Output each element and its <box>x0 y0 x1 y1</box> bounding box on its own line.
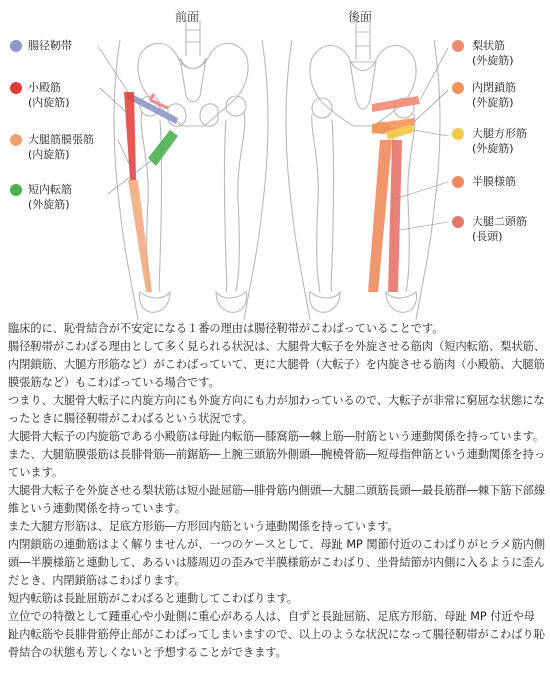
paragraph: 立位での特徴として踵重心や小趾側に重心がある人は、自ずと長趾屈筋、足底方形筋、母趾 MP 付近や母趾内転筋や長腓骨筋停止部がこわばってしまいますので、以上のような状況になって腸径靭帯がこわばり恥骨結合の状態も芳しくないと予想することができます。 <box>8 610 545 659</box>
legend-label-line: (外旋筋) <box>28 198 70 211</box>
back-sacrum <box>350 62 376 109</box>
legend-label-line: (内旋筋) <box>28 148 70 161</box>
front-view-title: 前面 <box>175 10 200 24</box>
front-pelvis <box>138 43 248 126</box>
back-spine <box>356 20 370 60</box>
back-outline-right <box>416 40 440 320</box>
leader-line <box>420 48 448 100</box>
paragraph: 大腿骨大転子を外旋させる梨状筋は短小趾屈筋―腓骨筋内側頭―大腿二頭筋長頭―最長筋群―棘下筋下部線維という連動関係を持っています。 <box>8 484 546 515</box>
back-view-title: 後面 <box>348 10 373 24</box>
legend-label <box>28 38 72 53</box>
front-sacrum <box>180 58 206 102</box>
legend-label <box>472 214 527 244</box>
legend-label <box>472 38 514 68</box>
front-femoral-head-right <box>226 96 246 116</box>
back-outline-left <box>286 40 310 320</box>
legend-label-line: 腸径靭帯 <box>28 39 72 52</box>
legend-label-line: 小殿筋 <box>28 81 61 94</box>
gluteus-minimus-muscle <box>124 92 136 180</box>
dot-icon <box>10 82 22 94</box>
dot-icon <box>452 40 464 52</box>
dot-icon <box>10 40 22 52</box>
front-knee-left <box>139 292 170 312</box>
paragraph: 大腿骨大転子の内旋筋である小殿筋は母趾内転筋―膝窩筋―棘上筋―肘筋という連動関係を持っています。また、大腿筋膜張筋は長腓骨筋―前鋸筋―上腕三頭筋外側頭―腕橈骨筋―短母指伸筋という連動関係を持っています。 <box>8 430 546 479</box>
anatomy-figure <box>0 0 550 322</box>
legend-label-line: 大腿二頭筋 <box>472 215 527 228</box>
leader-line <box>100 88 126 112</box>
dot-icon <box>452 216 464 228</box>
legend-label-line: (外旋筋) <box>472 142 514 155</box>
dot-icon <box>10 184 22 196</box>
semimembranosus-muscle <box>368 140 392 292</box>
front-obturator-right <box>200 104 218 127</box>
back-femur-left-inner <box>331 120 333 292</box>
legend-label-line: (外旋筋) <box>472 96 514 109</box>
legend-label <box>28 132 94 162</box>
body-text <box>8 320 546 662</box>
dot-icon <box>452 128 464 140</box>
legend-label-line: 短内転筋 <box>28 183 72 196</box>
leader-line <box>414 130 448 136</box>
legend-label <box>472 80 516 110</box>
paragraph: また大腿方形筋は、足底方形筋―方形回内筋という連動関係を持っています。 <box>8 520 399 533</box>
dot-icon <box>452 82 464 94</box>
paragraph: 内閉鎖筋の連動筋はよく解りませんが、一つのケースとして、母趾 MP 関節付近のこわばりがヒラメ筋内側頭―半膜様筋と連動して、あるいは膝周辺の歪みで半膜様筋がこわばり、坐骨結節が内側に入るように歪んだとき、内閉鎖筋はこわばります。 <box>8 538 546 587</box>
biceps-femoris-muscle <box>388 140 402 292</box>
legend-label-line: 大腿方形筋 <box>472 127 527 140</box>
legend-label-line: 半膜様筋 <box>472 175 516 188</box>
legend-label <box>28 80 70 110</box>
legend-label-line: 大腿筋膜張筋 <box>28 133 94 146</box>
back-pelvis <box>310 45 416 126</box>
paragraph: 腸径靭帯がこわばる理由として多く見られる状況は、大腿骨大転子を外旋させる筋肉（短内転筋、梨状筋、内閉鎖筋、大腿方形筋など）がこわばっていて、更に大腿骨（大転子）を内旋させる筋肉（小殿筋、大腿筋膜張筋など）もこわばっている場合です。 <box>8 340 546 389</box>
legend-label-line: 内閉鎖筋 <box>472 81 516 94</box>
paragraph: つまり、大腿骨大転子に内旋方向にも外旋方向にも力が加わっているので、大転子が非常に窮屈な状態になったときに腸径靭帯がこわばるという状況です。 <box>8 394 545 425</box>
legend-label-line: (内旋筋) <box>28 96 70 109</box>
front-spine <box>186 20 200 56</box>
back-knee-right <box>386 292 417 312</box>
legend-label <box>472 126 527 156</box>
dot-icon <box>452 176 464 188</box>
paragraph: 臨床的に、恥骨結合が不安定になる１番の理由は腸径靭帯がこわばっていることです。 <box>8 322 444 335</box>
dot-icon <box>10 134 22 146</box>
front-femur-right <box>236 112 245 292</box>
legend-label <box>472 174 516 189</box>
back-femur-left <box>312 114 320 292</box>
front-knee-right <box>216 292 247 312</box>
leader-line <box>400 222 448 230</box>
legend-label <box>28 182 72 212</box>
legend-label-line: (長頭) <box>472 230 503 243</box>
front-femur-right-inner <box>225 120 227 292</box>
adductor-brevis-muscle <box>148 130 178 166</box>
paragraph: 短内転筋は長趾屈筋がこわばると連動してこわばります。 <box>8 592 298 605</box>
legend-label-line: (外旋筋) <box>472 54 514 67</box>
back-femur-right <box>406 114 415 292</box>
legend-label-line: 梨状筋 <box>472 39 505 52</box>
leader-line <box>98 46 128 92</box>
front-outline-right <box>244 40 268 320</box>
back-knee-left <box>309 292 340 312</box>
leader-line <box>414 90 448 122</box>
